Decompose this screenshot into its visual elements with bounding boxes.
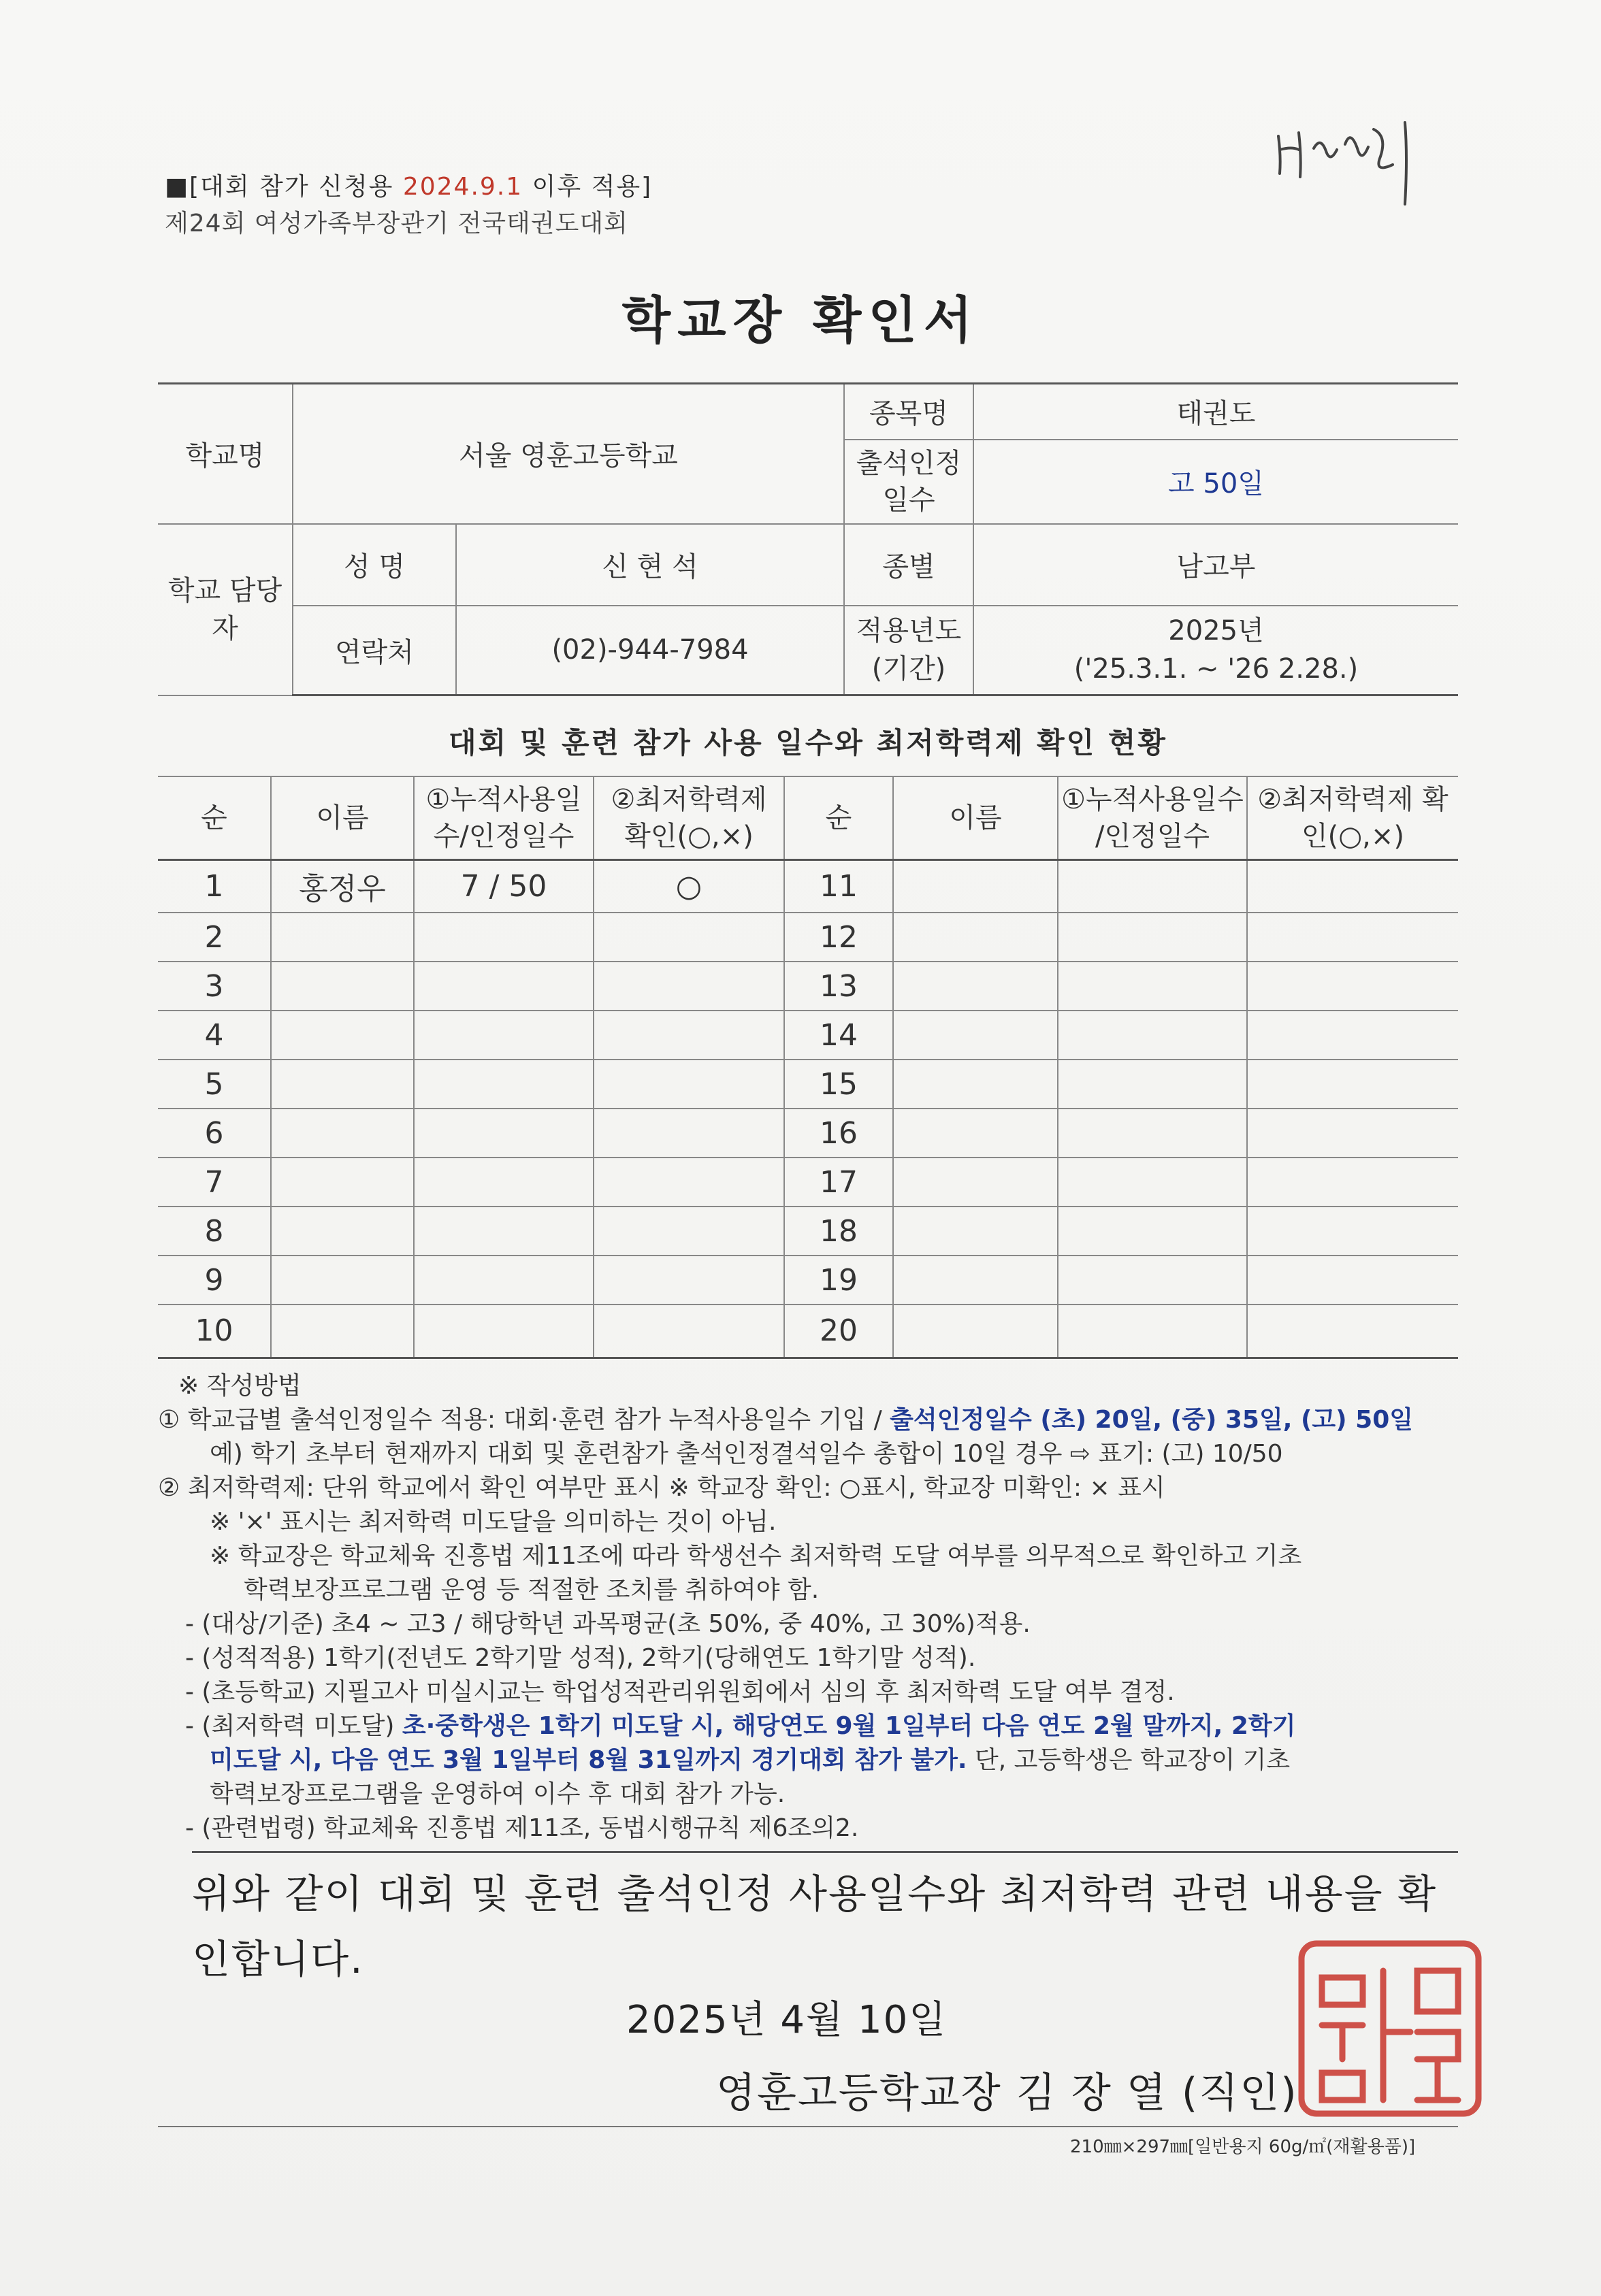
row-number-cell: 15	[784, 1060, 893, 1109]
academic-check-cell	[1247, 859, 1458, 913]
header-name-1: 이름	[271, 776, 414, 859]
paper-spec: 210㎜×297㎜[일반용지 60g/㎡(재활용품)]	[1070, 2137, 1416, 2157]
school-info-table	[158, 382, 1458, 696]
table-row	[158, 859, 1458, 913]
header-days-1: ①누적사용일수/인정일수	[414, 776, 594, 859]
academic-check-cell	[594, 962, 784, 1011]
days-label: 출석인정 일수	[844, 440, 973, 524]
academic-check-cell	[594, 1011, 784, 1060]
table-row	[158, 1158, 1458, 1207]
academic-check-cell	[1247, 1011, 1458, 1060]
header-name-2: 이름	[893, 776, 1058, 859]
days-used-cell	[1058, 1207, 1247, 1256]
document-title: 학교장 확인서	[621, 291, 980, 350]
detail-not-met: - (최저학력 미도달) 초·중학생은 1학기 미도달 시, 해당연도 9월 1일부터 다음 연도 2월 말까지, 2학기	[185, 1712, 1296, 1740]
athlete-name-cell: 홍정우	[271, 859, 414, 913]
table-row	[158, 1109, 1458, 1158]
athlete-name-cell	[893, 1109, 1058, 1158]
header-check-2: ②최저학력제 확인(○,×)	[1247, 776, 1458, 859]
academic-check-cell	[594, 1060, 784, 1109]
official-seal-icon	[1295, 1937, 1485, 2120]
athlete-name-cell	[893, 859, 1058, 913]
academic-check-cell	[1247, 1305, 1458, 1358]
row-number-cell: 2	[158, 913, 271, 962]
header-days-2: ①누적사용일수 /인정일수	[1058, 776, 1247, 859]
athlete-name-cell	[893, 1011, 1058, 1060]
row-number-cell: 13	[784, 962, 893, 1011]
athlete-name-cell	[893, 1060, 1058, 1109]
name-label: 성 명	[293, 524, 456, 606]
row-number-cell: 14	[784, 1011, 893, 1060]
bottom-divider	[158, 2126, 1458, 2127]
athlete-name-cell	[893, 913, 1058, 962]
athlete-name-cell	[893, 1207, 1058, 1256]
note-2-principal: ※ 학교장은 학교체육 진흥법 제11조에 따라 학생선수 최저학력 도달 여부를 의무적으로 확인하고 기초	[210, 1542, 1302, 1570]
handwritten-signature	[1272, 109, 1435, 211]
athlete-name-cell	[271, 913, 414, 962]
row-number-cell: 10	[158, 1305, 271, 1358]
academic-check-cell	[1247, 1207, 1458, 1256]
table-row	[158, 1060, 1458, 1109]
table-row	[158, 913, 1458, 962]
note-2-principal-cont: 학력보장프로그램 운영 등 적절한 조치를 취하여야 함.	[244, 1576, 820, 1604]
contact-value: (02)-944-7984	[456, 606, 844, 695]
athlete-name-cell	[271, 1305, 414, 1358]
note-2-x: ※ '×' 표시는 최저학력 미도달을 의미하는 것이 아님.	[210, 1508, 777, 1536]
detail-grades: - (성적적용) 1학기(전년도 2학기말 성적), 2학기(당해연도 1학기말 성적).	[185, 1644, 976, 1672]
athlete-name-cell	[271, 962, 414, 1011]
days-used-cell	[414, 1256, 594, 1305]
row-number-cell: 19	[784, 1256, 893, 1305]
academic-check-cell	[594, 1207, 784, 1256]
event-value: 태권도	[973, 384, 1458, 440]
detail-not-met-cont: 미도달 시, 다음 연도 3월 1일부터 8월 31일까지 경기대회 참가 불가. 단, 고등학생은 학교장이 기초	[210, 1746, 1291, 1774]
table-row	[158, 1305, 1458, 1358]
note-1: ① 학교급별 출석인정일수 적용: 대회·훈련 참가 누적사용일수 기입 / 출석인정일수 (초) 20일, (중) 35일, (고) 50일	[158, 1406, 1414, 1434]
header-no-2: 순	[784, 776, 893, 859]
row-number-cell: 11	[784, 859, 893, 913]
name-value: 신 현 석	[456, 524, 844, 606]
table-row	[158, 1011, 1458, 1060]
days-used-cell	[1058, 1256, 1247, 1305]
row-number-cell: 5	[158, 1060, 271, 1109]
athlete-name-cell	[893, 1158, 1058, 1207]
athlete-name-cell	[271, 1011, 414, 1060]
academic-check-cell	[1247, 1060, 1458, 1109]
year-value: 2025년	[1168, 615, 1264, 647]
days-used-cell	[414, 1305, 594, 1358]
days-used-cell	[1058, 1060, 1247, 1109]
header-no-1: 순	[158, 776, 271, 859]
notes-heading: ※ 작성방법	[178, 1372, 302, 1400]
note-2: ② 최저학력제: 단위 학교에서 확인 여부만 표시 ※ 학교장 확인: ○표시, 학교장 미확인: × 표시	[158, 1474, 1165, 1502]
row-number-cell: 12	[784, 913, 893, 962]
detail-elementary: - (초등학교) 지필고사 미실시교는 학업성적관리위원회에서 심의 후 최저학력 도달 여부 결정.	[185, 1678, 1175, 1706]
row-number-cell: 8	[158, 1207, 271, 1256]
days-used-cell	[1058, 1305, 1247, 1358]
row-number-cell: 9	[158, 1256, 271, 1305]
detail-law: - (관련법령) 학교체육 진흥법 제11조, 동법시행규칙 제6조의2.	[185, 1814, 859, 1842]
academic-check-cell: ○	[594, 859, 784, 913]
athlete-name-cell	[271, 1158, 414, 1207]
days-used-cell: 7 / 50	[414, 859, 594, 913]
row-number-cell: 20	[784, 1305, 893, 1358]
row-number-cell: 17	[784, 1158, 893, 1207]
days-used-cell	[1058, 1158, 1247, 1207]
note-1-example: 예) 학기 초부터 현재까지 대회 및 훈련참가 출석인정결석일수 총합이 10일 경우 ⇨ 표기: (고) 10/50	[210, 1440, 1283, 1468]
athlete-name-cell	[271, 1207, 414, 1256]
row-number-cell: 3	[158, 962, 271, 1011]
row-number-cell: 18	[784, 1207, 893, 1256]
days-used-cell	[414, 1207, 594, 1256]
athlete-name-cell	[271, 1109, 414, 1158]
category-value: 남고부	[973, 524, 1458, 606]
academic-check-cell	[594, 1109, 784, 1158]
academic-check-cell	[594, 1256, 784, 1305]
category-label: 종별	[844, 524, 973, 606]
detail-not-met-cont2: 학력보장프로그램을 운영하여 이수 후 대회 참가 가능.	[210, 1780, 786, 1808]
detail-target: - (대상/기준) 초4 ~ 고3 / 해당학년 과목평균(초 50%, 중 40%, 고 30%)적용.	[185, 1610, 1031, 1638]
days-value: 고 50일	[973, 440, 1458, 524]
athlete-name-cell	[271, 1256, 414, 1305]
row-number-cell: 16	[784, 1109, 893, 1158]
row-number-cell: 7	[158, 1158, 271, 1207]
participant-table	[158, 776, 1458, 1359]
writing-instructions	[158, 1369, 1458, 1846]
days-used-cell	[1058, 913, 1247, 962]
school-name: 서울 영훈고등학교	[293, 384, 844, 524]
days-used-cell	[1058, 1011, 1247, 1060]
days-used-cell	[414, 1109, 594, 1158]
academic-check-cell	[1247, 913, 1458, 962]
row-number-cell: 1	[158, 859, 271, 913]
academic-check-cell	[594, 1158, 784, 1207]
academic-check-cell	[1247, 1158, 1458, 1207]
confirmation-statement: 위와 같이 대회 및 훈련 출석인정 사용일수와 최저학력 관련 내용을 확인합니다.	[192, 1851, 1458, 1992]
table-row	[158, 962, 1458, 1011]
table-row	[158, 1256, 1458, 1305]
row-number-cell: 4	[158, 1011, 271, 1060]
athlete-name-cell	[893, 1256, 1058, 1305]
issue-date: 2025년 4월 10일	[626, 1998, 948, 2042]
header-check-1: ②최저학력제 확인(○,×)	[594, 776, 784, 859]
athlete-name-cell	[893, 1305, 1058, 1358]
academic-check-cell	[594, 1305, 784, 1358]
days-used-cell	[1058, 859, 1247, 913]
days-used-cell	[414, 913, 594, 962]
days-used-cell	[414, 1158, 594, 1207]
year-cell	[973, 606, 1458, 695]
event-label: 종목명	[844, 384, 973, 440]
school-label: 학교명	[158, 384, 293, 524]
contact-label: 연락처	[293, 606, 456, 695]
academic-check-cell	[1247, 1256, 1458, 1305]
academic-check-cell	[1247, 962, 1458, 1011]
status-subtitle: 대회 및 훈련 참가 사용 일수와 최저학력제 확인 현황	[158, 710, 1458, 777]
athlete-name-cell	[271, 1060, 414, 1109]
principal-signature-line: 영훈고등학교장 김 장 열 (직인)	[716, 2069, 1298, 2117]
athlete-name-cell	[893, 962, 1058, 1011]
row-number-cell: 6	[158, 1109, 271, 1158]
days-used-cell	[414, 1060, 594, 1109]
days-used-cell	[1058, 1109, 1247, 1158]
manager-label: 학교 담당자	[158, 524, 293, 695]
year-label: 적용년도 (기간)	[844, 606, 973, 695]
academic-check-cell	[594, 913, 784, 962]
academic-check-cell	[1247, 1109, 1458, 1158]
competition-name: 제24회 여성가족부장관기 전국태권도대회	[165, 210, 628, 237]
year-period: ('25.3.1. ~ '26 2.28.)	[1073, 653, 1359, 685]
table-row	[158, 1207, 1458, 1256]
days-used-cell	[1058, 962, 1247, 1011]
days-used-cell	[414, 1011, 594, 1060]
days-used-cell	[414, 962, 594, 1011]
form-usage-note: ■[대회 참가 신청용 2024.9.1 이후 적용]	[165, 173, 653, 201]
